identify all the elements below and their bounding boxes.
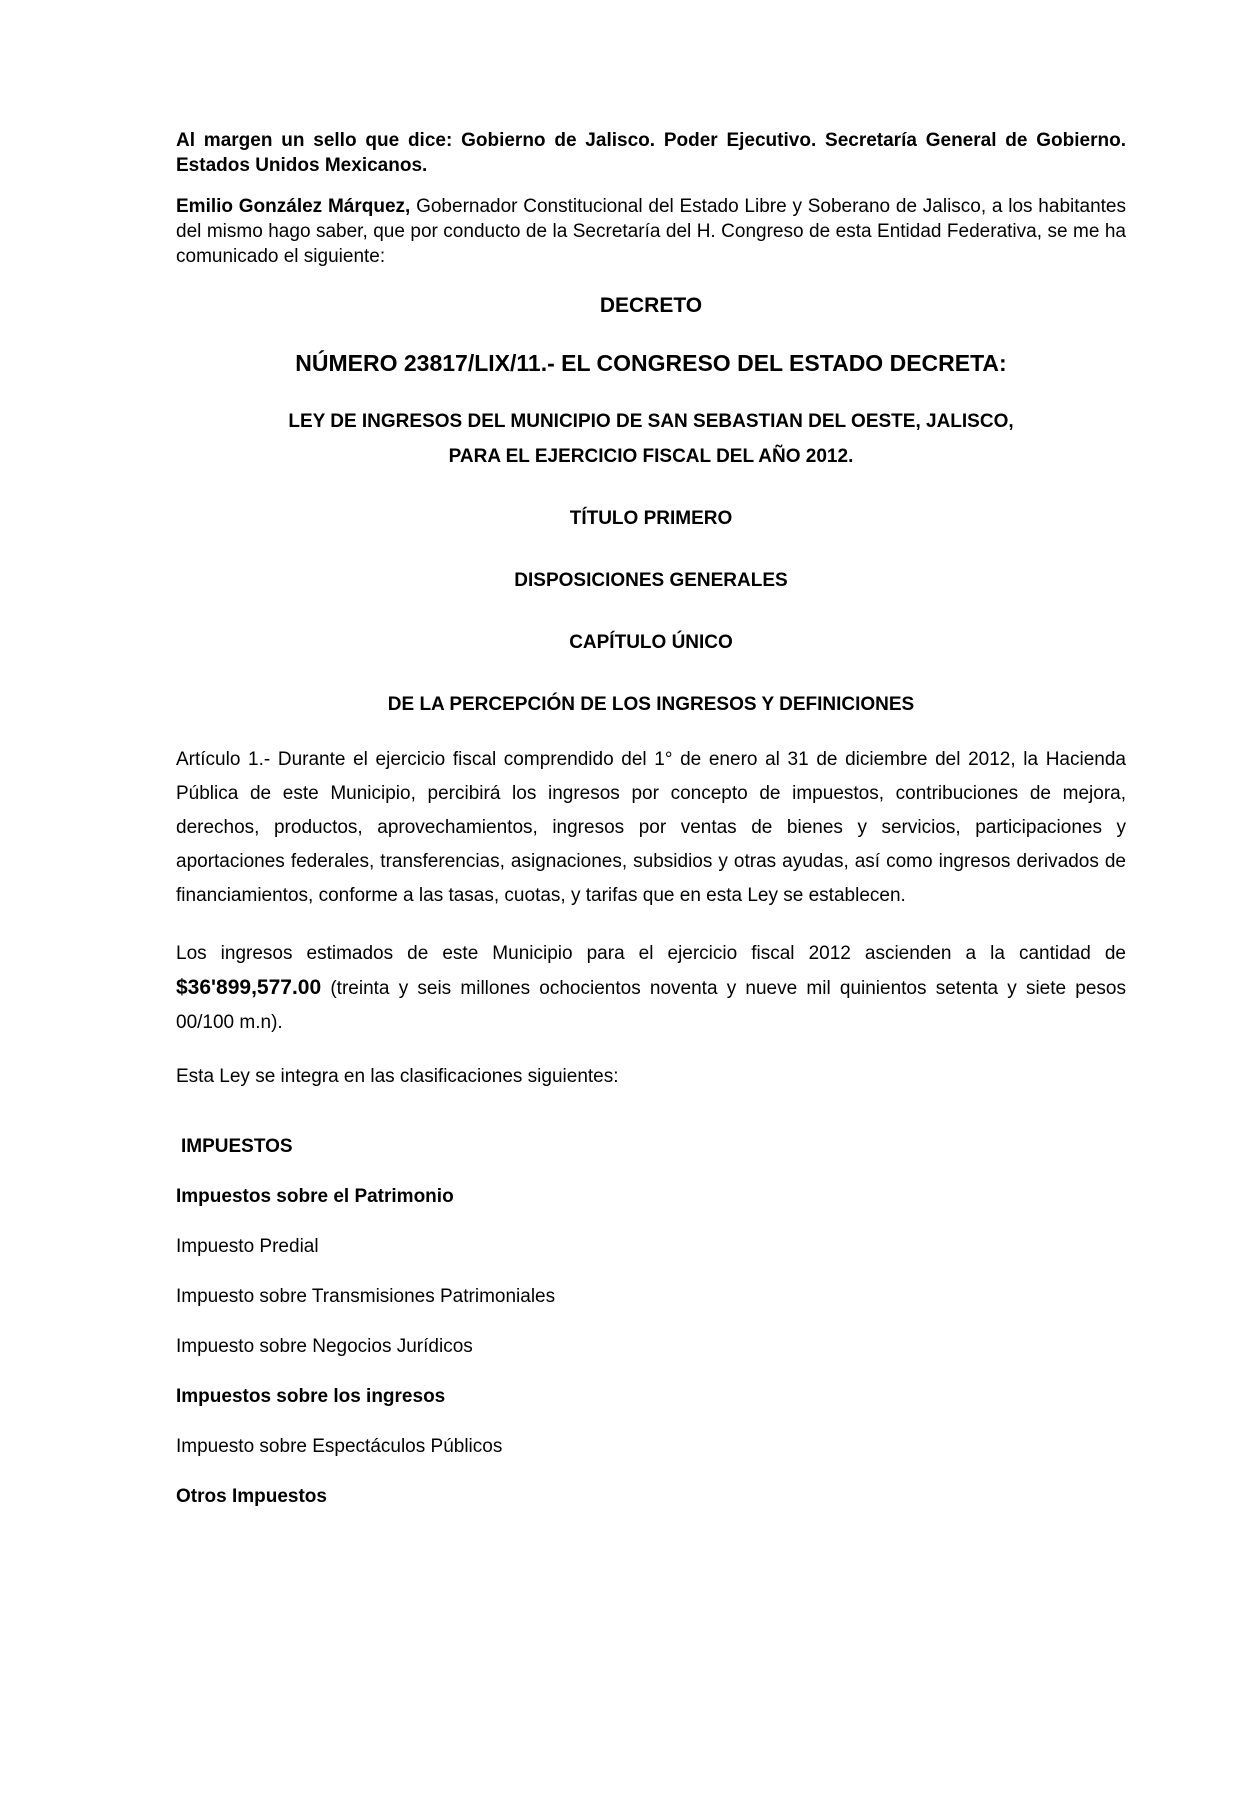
classification-group: Otros Impuestos xyxy=(176,1486,327,1507)
decreto-label: DECRETO xyxy=(599,294,703,317)
stamp-text: Al margen un sello que dice: Gobierno de Jalisco. Poder Ejecutivo. Secretaría General de Gobierno. Estados Unidos Mexicanos. xyxy=(176,130,1126,176)
law-title-line-1: LEY DE INGRESOS DEL MUNICIPIO DE SAN SEBASTIAN DEL OESTE, JALISCO, xyxy=(288,411,1014,432)
heading-percepcion: DE LA PERCEPCIÓN DE LOS INGRESOS Y DEFINICIONES xyxy=(387,694,915,715)
classification-group: Impuestos sobre los ingresos xyxy=(176,1386,446,1407)
estimate-paragraph xyxy=(176,937,1126,1040)
classification-category: IMPUESTOS xyxy=(181,1136,293,1157)
estimate-text-after: (treinta y seis millones ochocientos noventa y nueve mil quinientos setenta y siete pesos 00/100 m.n). xyxy=(176,978,1126,1033)
document-page xyxy=(176,128,1126,1534)
classification-group: Impuestos sobre el Patrimonio xyxy=(176,1186,454,1207)
classification-item: Impuesto sobre Negocios Jurídicos xyxy=(176,1336,473,1357)
intro-text: Gobernador Constitucional del Estado Libre y Soberano de Jalisco, a los habitantes del mismo hago saber, que por conducto de la Secretaría del H. Congreso de esta Entidad Federativa, se me ha comunicado el siguiente: xyxy=(176,196,1126,267)
classification-item: Impuesto sobre Transmisiones Patrimoniales xyxy=(176,1286,556,1307)
estimate-text-before: Los ingresos estimados de este Municipio para el ejercicio fiscal 2012 ascienden a la cantidad de xyxy=(176,943,1126,964)
integra-text: Esta Ley se integra en las clasificaciones siguientes: xyxy=(176,1066,619,1087)
heading-capitulo: CAPÍTULO ÚNICO xyxy=(569,632,733,653)
estimate-amount: $36'899,577.00 xyxy=(176,976,322,999)
governor-name: Emilio González Márquez, xyxy=(176,196,411,217)
intro-paragraph xyxy=(176,194,1126,269)
law-title-line-2: PARA EL EJERCICIO FISCAL DEL AÑO 2012. xyxy=(448,446,854,467)
classification-item: Impuesto sobre Espectáculos Públicos xyxy=(176,1436,503,1457)
classification-item: Impuesto Predial xyxy=(176,1236,319,1257)
article-1-paragraph: Artículo 1.- Durante el ejercicio fiscal comprendido del 1° de enero al 31 de diciembre del 2012, la Hacienda Pública de este Municipio, percibirá los ingresos por concepto de impuestos, contribuciones de mejora, derechos, productos, aprovechamientos, ingresos por ventas de bienes y servicios, participaciones y aportaciones federales, transferencias, asignaciones, subsidios y otras ayudas, así como ingresos derivados de financiamientos, conforme a las tasas, cuotas, y tarifas que en esta Ley se establecen. xyxy=(176,749,1126,906)
heading-titulo: TÍTULO PRIMERO xyxy=(569,508,733,529)
heading-disposiciones: DISPOSICIONES GENERALES xyxy=(514,570,788,591)
decreto-number: NÚMERO 23817/LIX/11.- EL CONGRESO DEL ESTADO DECRETA: xyxy=(295,350,1007,376)
